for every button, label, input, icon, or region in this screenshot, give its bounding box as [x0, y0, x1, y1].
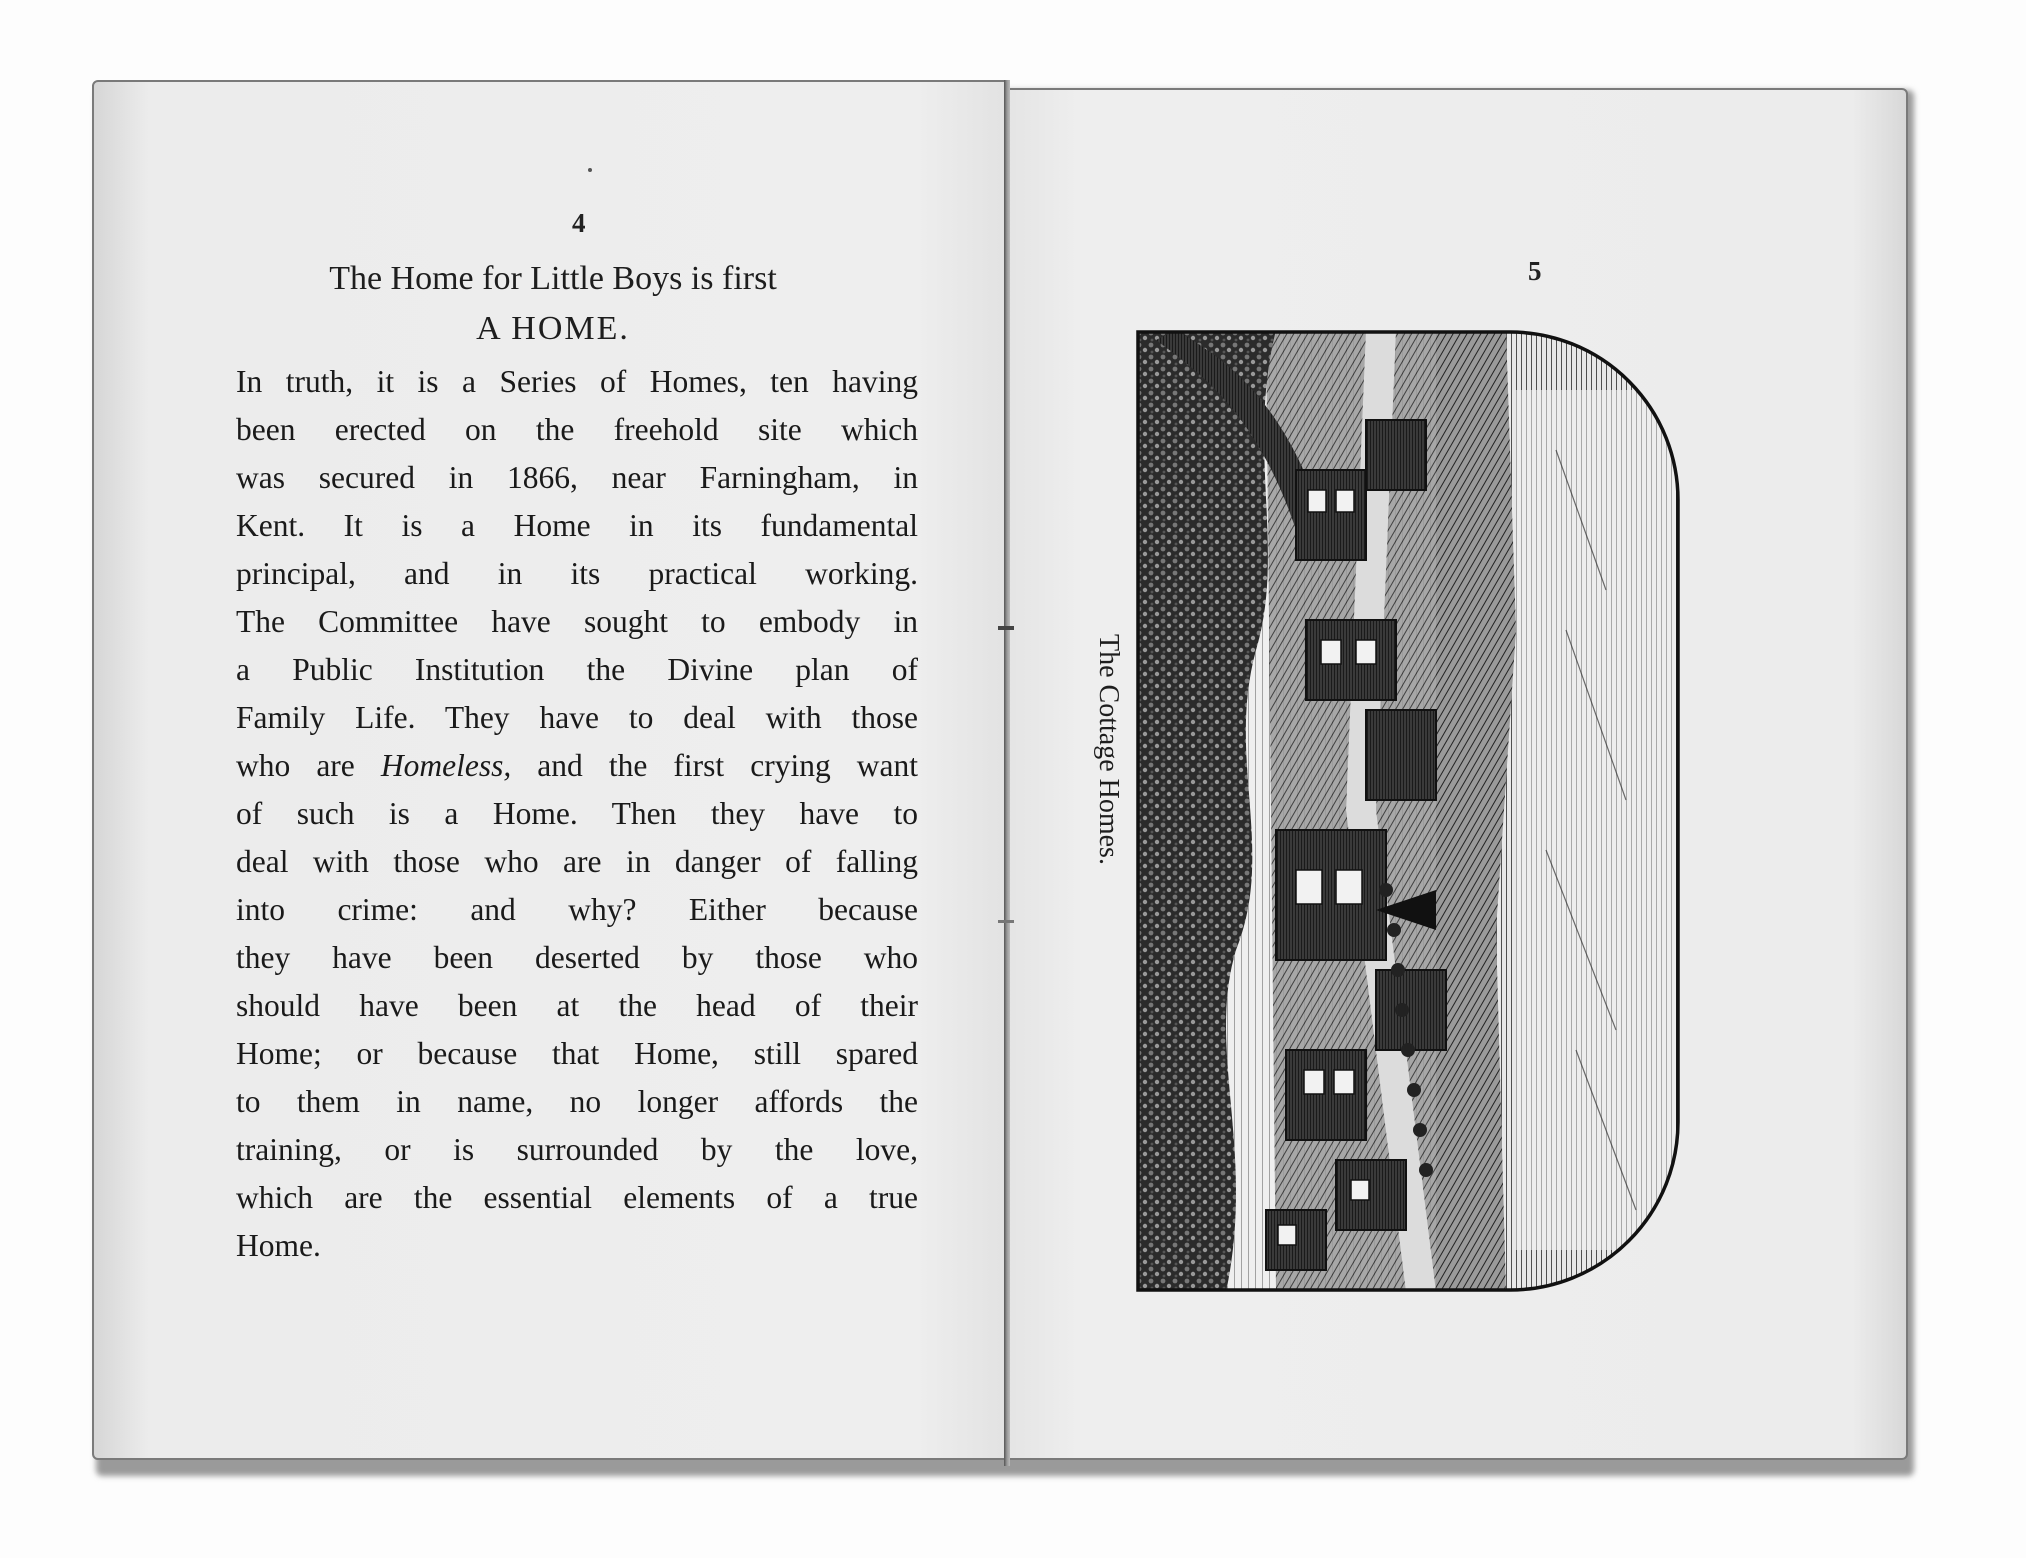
italic-word-homeless: Homeless, [380, 748, 512, 783]
body-line: principal, and in its practical working. [236, 556, 918, 591]
body-paragraph [236, 358, 918, 1270]
body-line: Family Life. They have to deal with those [236, 700, 918, 735]
binding-stitch [998, 920, 1014, 923]
body-line: deal with those who are in danger of falling [236, 844, 918, 879]
left-page [92, 80, 1010, 1460]
body-line-with-italic [236, 742, 918, 790]
body-line: been erected on the freehold site which [236, 412, 918, 447]
body-line: The Committee have sought to embody in [236, 604, 918, 639]
body-line: training, or is surrounded by the love, [236, 1132, 918, 1167]
body-text-fragment: and the first crying want [511, 748, 918, 783]
heading-line-2: A HOME. [476, 310, 630, 347]
body-line: was secured in 1866, near Farningham, in [236, 460, 918, 495]
body-line: Kent. It is a Home in its fundamental [236, 508, 918, 543]
body-line: to them in name, no longer affords the [236, 1084, 918, 1119]
cottage-homes-engraving [1136, 330, 1680, 1292]
illustration-caption: The Cottage Homes. [1093, 634, 1124, 865]
body-line: a Public Institution the Divine plan of [236, 652, 918, 687]
book-spine [1004, 80, 1010, 1466]
body-line: In truth, it is a Series of Homes, ten having [236, 364, 918, 399]
left-page-number: 4 [572, 208, 586, 238]
body-line: should have been at the head of their [236, 988, 918, 1023]
body-line: they have been deserted by those who [236, 940, 918, 975]
binding-stitch [998, 626, 1014, 630]
body-line: which are the essential elements of a true [236, 1180, 918, 1215]
body-line: into crime: and why? Either because [236, 892, 918, 927]
body-line: of such is a Home. Then they have to [236, 796, 918, 831]
body-last-line: Home. [236, 1228, 321, 1263]
body-text-fragment: who are [236, 748, 381, 783]
heading-line-1: The Home for Little Boys is first [329, 260, 777, 297]
print-speck [588, 168, 592, 172]
body-line: Home; or because that Home, still spared [236, 1036, 918, 1071]
right-page-number: 5 [1528, 256, 1542, 286]
